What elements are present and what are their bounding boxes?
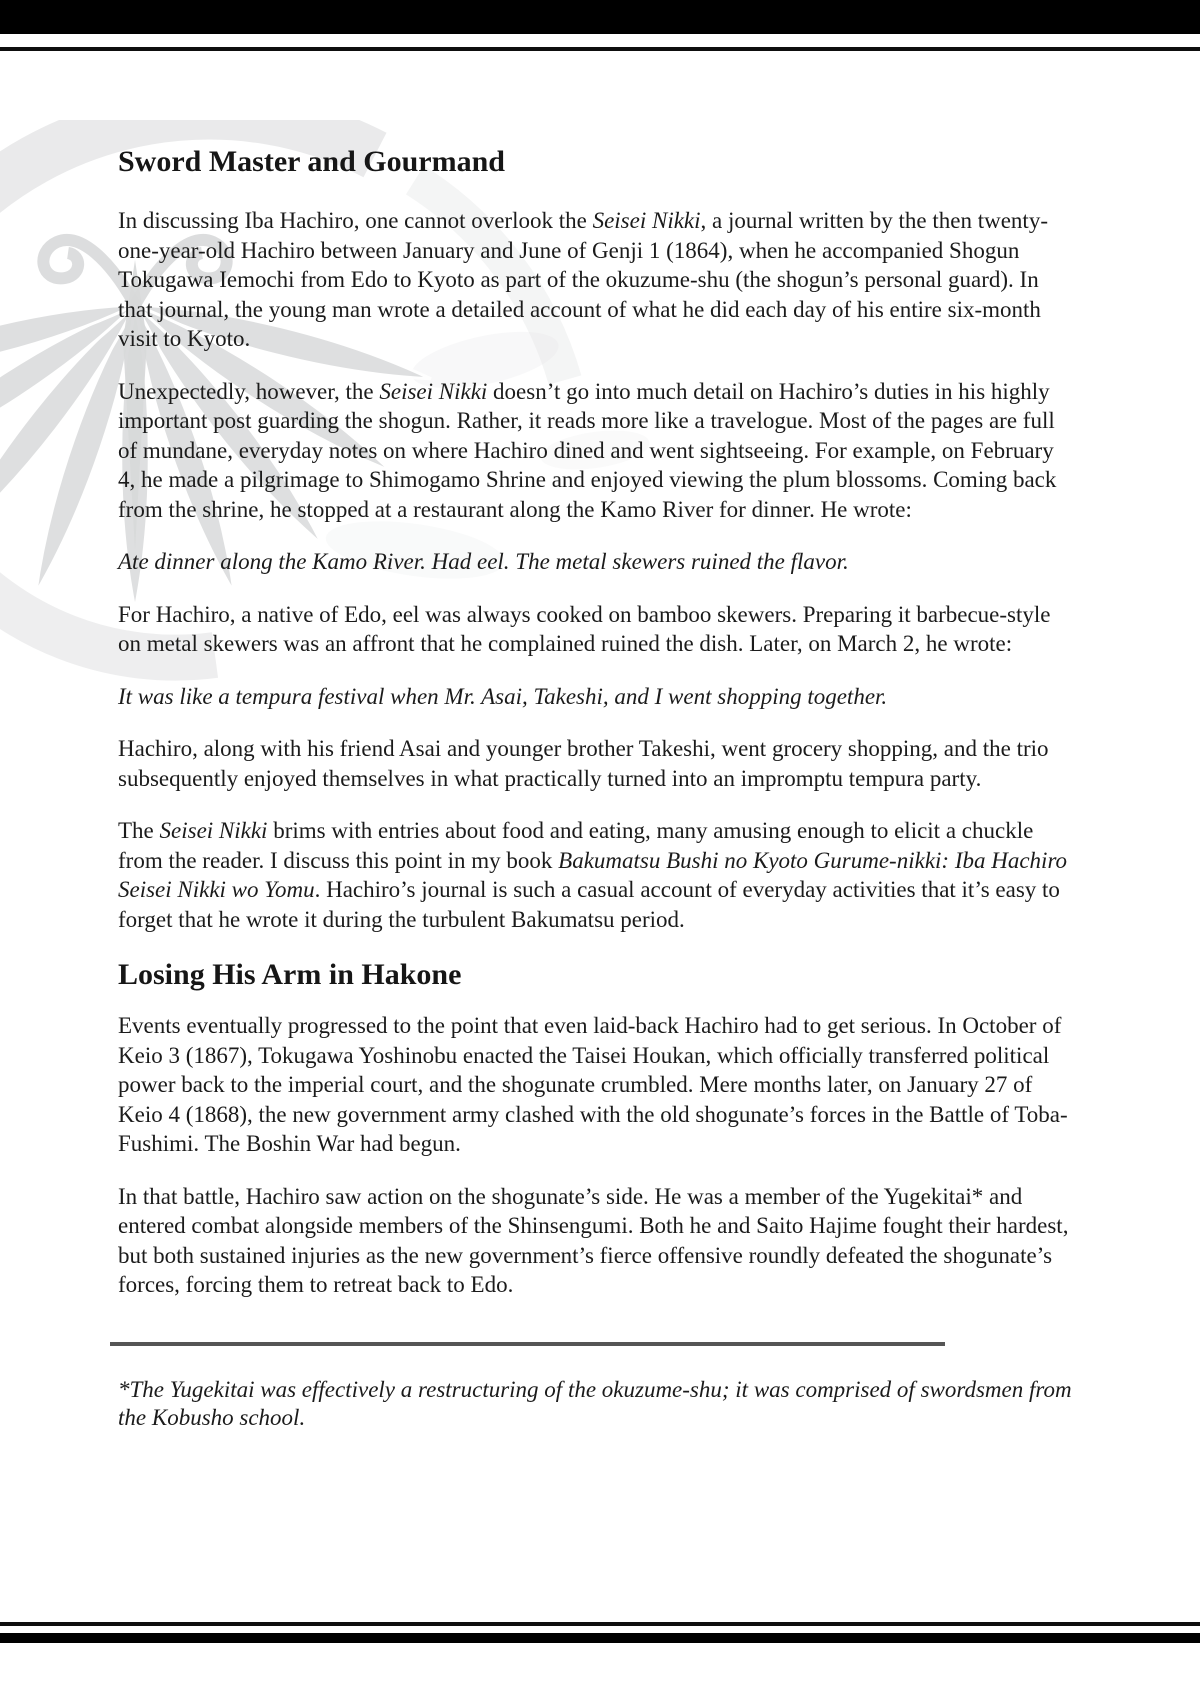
quote-kamo-river-eel: Ate dinner along the Kamo River. Had eel. The metal skewers ruined the flavor. xyxy=(118,549,849,574)
quote-tempura-festival: It was like a tempura festival when Mr. Asai, Takeshi, and I went shopping together. xyxy=(118,683,888,709)
top-black-bar xyxy=(0,0,1200,34)
para-tempura-party: Hachiro, along with his friend Asai and younger brother Takeshi, went grocery shopping, and the trio subsequently enjoyed themselves in what practically turned into an impromptu tempura party. xyxy=(118,736,1049,791)
para-travelogue: Unexpectedly, however, the Seisei Nikki doesn’t go into much detail on Hachiro’s duties in his highly important post guarding the shogun. Rather, it reads more like a travelogue. Most of the pages are full of mundane, everyday notes on where Hachiro dined and went sightseeing. For example, on February 4, he made a pilgrimage to Shimogamo Shrine and enjoyed viewing the plum blossoms. Coming back from the shrine, he stopped at a restaurant along the Kamo River for dinner. He wrote: xyxy=(118,378,1057,522)
article xyxy=(118,144,1076,1433)
top-thin-rule xyxy=(0,47,1200,51)
section-heading-losing-arm: Losing His Arm in Hakone xyxy=(118,958,462,991)
section-heading-sword-master: Sword Master and Gourmand xyxy=(118,145,505,178)
footnote-separator-rule xyxy=(110,1342,945,1346)
footnote-yugekitai: *The Yugekitai was effectively a restructuring of the okuzume-shu; it was comprised of swordsmen from the Kobusho school. xyxy=(118,1376,1072,1430)
para-taisei-houkan: Events eventually progressed to the point that even laid-back Hachiro had to get serious. In October of Keio 3 (1867), Tokugawa Yoshinobu enacted the Taisei Houkan, which officially transferred political power back to the imperial court, and the shogunate crumbled. Mere months later, on January 27 of Keio 4 (1868), the new government army clashed with the old shogunate’s forces in the Battle of Toba-Fushimi. The Boshin War had begun. xyxy=(118,1013,1068,1156)
para-toba-fushimi: In that battle, Hachiro saw action on the shogunate’s side. He was a member of the Yugekitai* and entered combat alongside members of the Shinsengumi. Both he and Saito Hajime fought their hardest, but both sustained injuries as the new government’s fierce offensive roundly defeated the shogunate’s forces, forcing them to retreat back to Edo. xyxy=(118,1183,1069,1297)
bottom-thin-rule xyxy=(0,1622,1200,1626)
para-book-mention: The Seisei Nikki brims with entries about food and eating, many amusing enough to elicit a chuckle from the reader. I discuss this point in my book Bakumatsu Bushi no Kyoto Gurume-nikki: Iba Hachiro Seisei Nikki wo Yomu. Hachiro’s journal is such a casual account of everyday activities that it’s easy to forget that he wrote it during the turbulent Bakumatsu period. xyxy=(118,818,1068,932)
bottom-black-bar xyxy=(0,1633,1200,1643)
para-eel-skewers: For Hachiro, a native of Edo, eel was always cooked on bamboo skewers. Preparing it barbecue-style on metal skewers was an affront that he complained ruined the dish. Later, on March 2, he wrote: xyxy=(118,601,1051,656)
para-seisei-nikki-intro: In discussing Iba Hachiro, one cannot overlook the Seisei Nikki, a journal written by the then twenty-one-year-old Hachiro between January and June of Genji 1 (1864), when he accompanied Shogun Tokugawa Iemochi from Edo to Kyoto as part of the okuzume-shu (the shogun’s personal guard). In that journal, the young man wrote a detailed account of what he did each day of his entire six-month visit to Kyoto. xyxy=(118,208,1048,351)
